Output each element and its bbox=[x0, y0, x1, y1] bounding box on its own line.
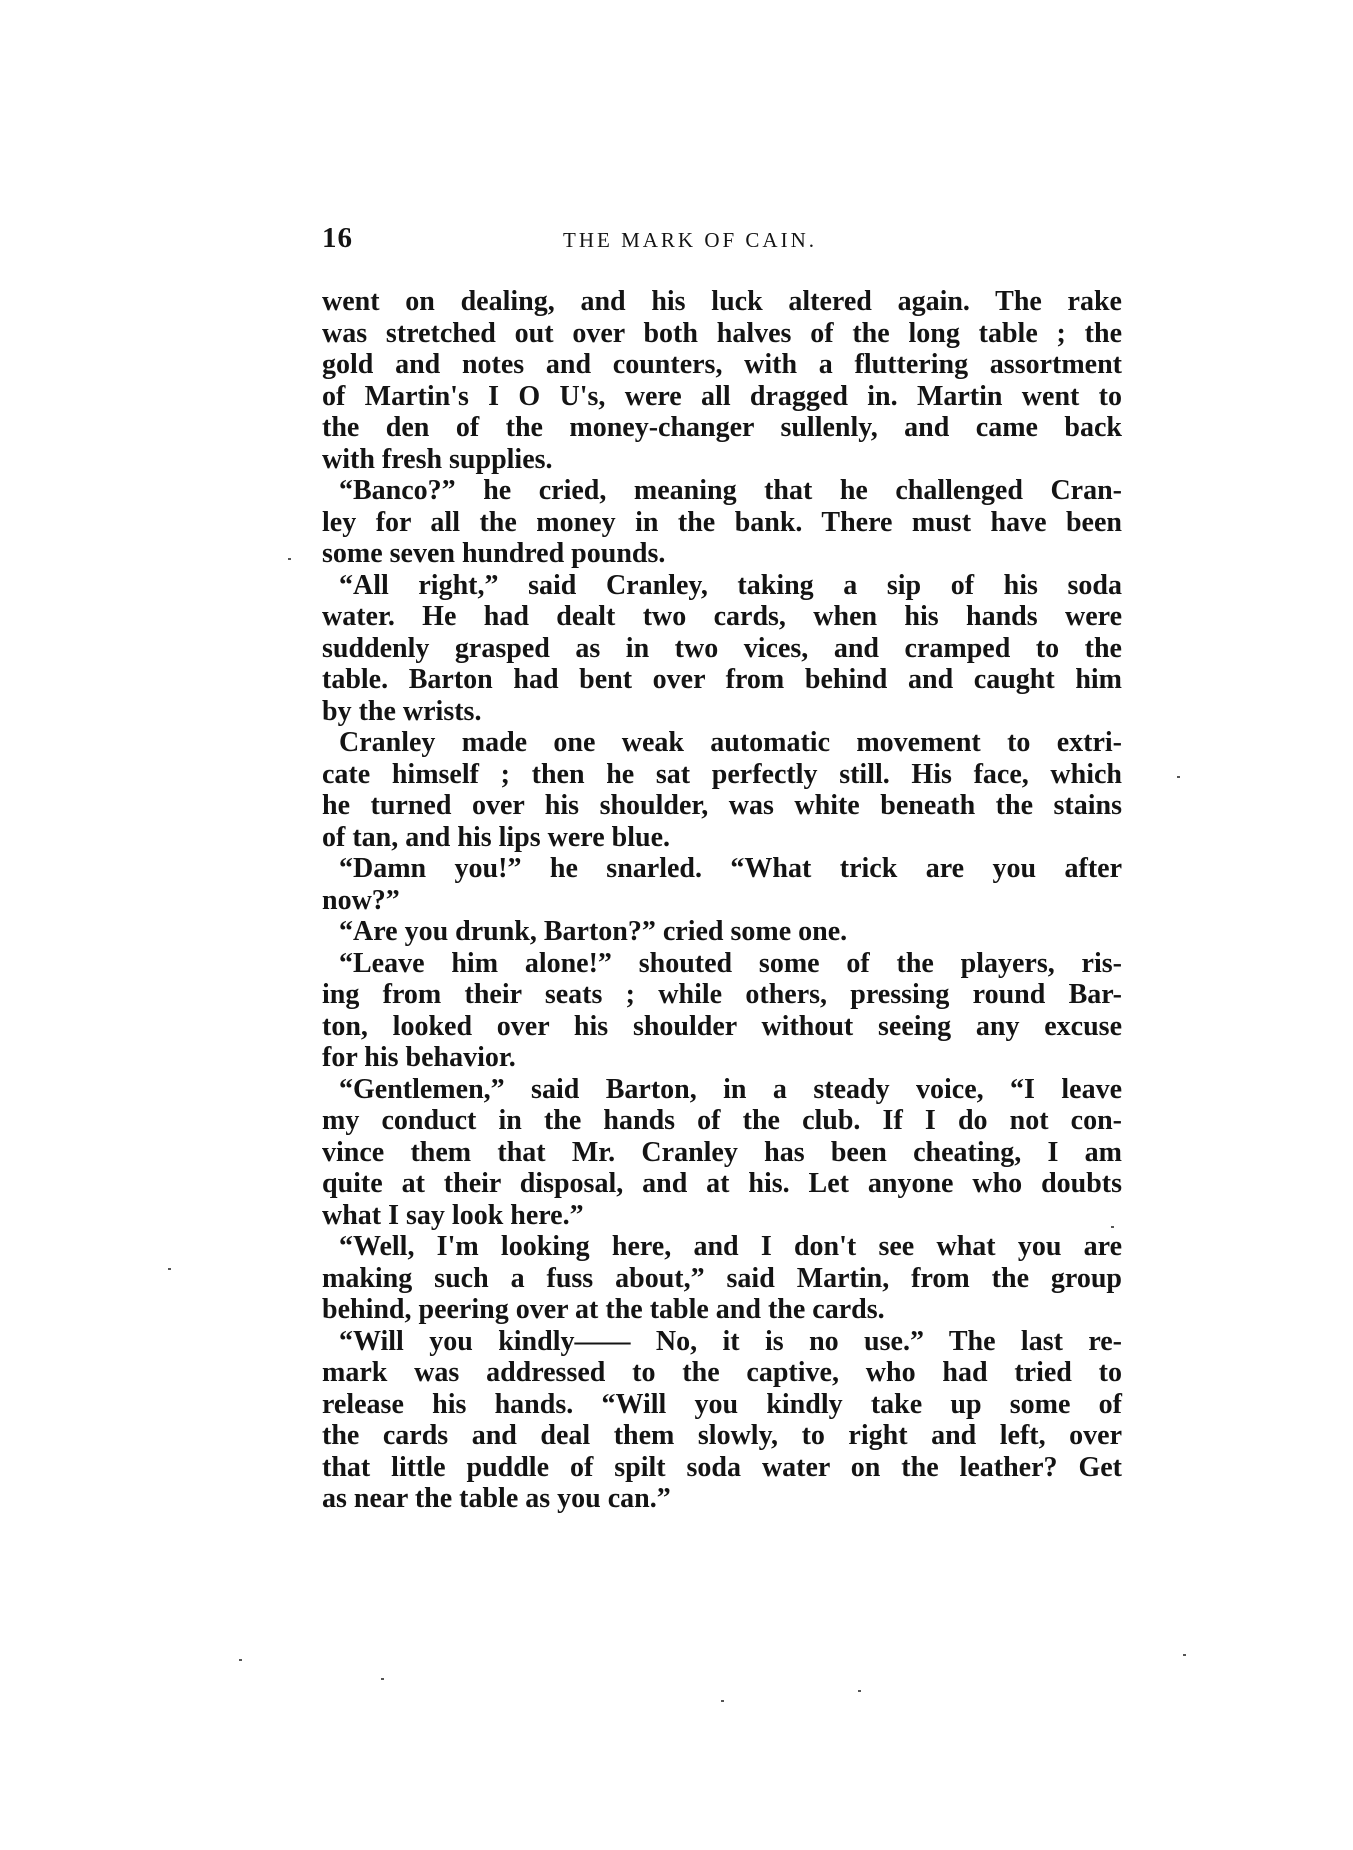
text-line: “Banco?” he cried, meaning that he challenged Cran- bbox=[339, 475, 1122, 506]
scan-speck bbox=[239, 1659, 242, 1661]
text-line: “Leave him alone!” shouted some of the players, ris- bbox=[339, 947, 1122, 979]
scan-speck bbox=[1111, 1226, 1114, 1228]
text-line: now?” bbox=[322, 884, 400, 916]
text-line: my conduct in the hands of the club. If I do not con- bbox=[322, 1105, 1122, 1136]
body-text bbox=[322, 286, 1122, 1515]
running-title: THE MARK OF CAIN. bbox=[563, 228, 818, 252]
text-line: mark was addressed to the captive, who had tried to bbox=[322, 1357, 1122, 1388]
text-line: the den of the money-changer sullenly, and came back bbox=[322, 412, 1122, 443]
text-line: quite at their disposal, and at his. Let anyone who doubts bbox=[322, 1168, 1122, 1199]
text-line: with fresh supplies. bbox=[322, 443, 553, 475]
text-line: release his hands. “Will you kindly take up some of bbox=[322, 1388, 1122, 1420]
text-line: gold and notes and counters, with a fluttering assortment bbox=[322, 349, 1122, 380]
text-line: vince them that Mr. Cranley has been cheating, I am bbox=[322, 1136, 1122, 1168]
text-line: “Will you kindly—— No, it is no use.” The last re- bbox=[339, 1325, 1122, 1357]
text-line: that little puddle of spilt soda water on the leather? Get bbox=[322, 1451, 1122, 1483]
text-line: as near the table as you can.” bbox=[322, 1483, 671, 1514]
text-line: was stretched out over both halves of the long table ; the bbox=[322, 317, 1122, 349]
page-number: 16 bbox=[322, 222, 353, 254]
scan-speck bbox=[1177, 776, 1180, 778]
text-line: “All right,” said Cranley, taking a sip of his soda bbox=[339, 569, 1122, 601]
text-line: water. He had dealt two cards, when his hands were bbox=[322, 601, 1122, 632]
text-line: of tan, and his lips were blue. bbox=[322, 821, 670, 853]
text-line: of Martin's I O U's, were all dragged in. Martin went to bbox=[322, 380, 1122, 412]
text-line: ing from their seats ; while others, pressing round Bar- bbox=[322, 979, 1122, 1010]
text-line: table. Barton had bent over from behind and caught him bbox=[322, 664, 1122, 695]
text-line: some seven hundred pounds. bbox=[322, 538, 666, 569]
scan-speck bbox=[288, 558, 291, 560]
page-header bbox=[322, 222, 1122, 262]
text-line: making such a fuss about,” said Martin, from the group bbox=[322, 1262, 1122, 1294]
text-line: by the wrists. bbox=[322, 695, 482, 727]
text-line: Cranley made one weak automatic movement to extri- bbox=[339, 727, 1122, 758]
text-line: “Gentlemen,” said Barton, in a steady voice, “I leave bbox=[339, 1073, 1122, 1105]
scan-speck bbox=[381, 1678, 384, 1680]
scan-speck bbox=[858, 1690, 861, 1692]
text-line: what I say look here.” bbox=[322, 1199, 584, 1231]
text-line: behind, peering over at the table and the cards. bbox=[322, 1294, 885, 1325]
scan-speck bbox=[168, 1268, 171, 1270]
text-line: for his behavior. bbox=[322, 1042, 516, 1073]
text-line: “Are you drunk, Barton?” cried some one. bbox=[339, 916, 848, 947]
text-line: ton, looked over his shoulder without seeing any excuse bbox=[322, 1010, 1122, 1042]
text-line: went on dealing, and his luck altered again. The rake bbox=[322, 286, 1122, 317]
text-line: “Damn you!” he snarled. “What trick are you after bbox=[339, 853, 1122, 884]
scan-speck bbox=[1183, 1654, 1186, 1656]
text-line: the cards and deal them slowly, to right and left, over bbox=[322, 1420, 1122, 1451]
text-line: cate himself ; then he sat perfectly still. His face, which bbox=[322, 758, 1122, 790]
text-line: he turned over his shoulder, was white beneath the stains bbox=[322, 790, 1122, 821]
text-line: suddenly grasped as in two vices, and cramped to the bbox=[322, 632, 1122, 664]
scan-speck bbox=[721, 1700, 724, 1702]
text-line: “Well, I'm looking here, and I don't see what you are bbox=[339, 1231, 1122, 1262]
text-line: ley for all the money in the bank. There must have been bbox=[322, 506, 1122, 538]
